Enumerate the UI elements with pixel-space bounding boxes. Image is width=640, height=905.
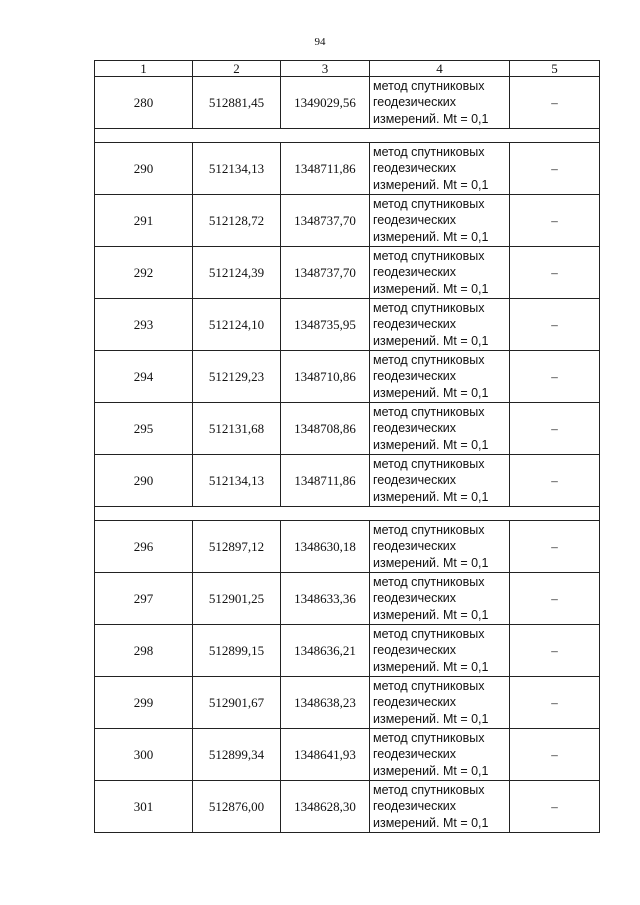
method-description-cell: метод спутниковых геодезических измерений. Mt = 0,1 <box>370 781 510 833</box>
separator-cell <box>95 129 600 143</box>
note-cell: – <box>510 455 600 507</box>
header-col-4: 4 <box>370 61 510 77</box>
note-cell: – <box>510 351 600 403</box>
table-row <box>95 625 600 677</box>
note-cell: – <box>510 77 600 129</box>
coord-y-cell: 1348735,95 <box>281 299 370 351</box>
note-cell: – <box>510 625 600 677</box>
coord-y-cell: 1348633,36 <box>281 573 370 625</box>
coord-y-cell: 1348630,18 <box>281 521 370 573</box>
coord-y-cell: 1348711,86 <box>281 143 370 195</box>
header-col-1: 1 <box>95 61 193 77</box>
coord-x-cell: 512881,45 <box>193 77 281 129</box>
note-cell: – <box>510 299 600 351</box>
point-number-cell: 297 <box>95 573 193 625</box>
table-row <box>95 247 600 299</box>
coord-x-cell: 512124,39 <box>193 247 281 299</box>
point-number-cell: 299 <box>95 677 193 729</box>
method-description-cell: метод спутниковых геодезических измерений. Mt = 0,1 <box>370 455 510 507</box>
table-row <box>95 195 600 247</box>
coord-y-cell: 1348628,30 <box>281 781 370 833</box>
point-number-cell: 280 <box>95 77 193 129</box>
table-row <box>95 677 600 729</box>
method-description-cell: метод спутниковых геодезических измерений. Mt = 0,1 <box>370 403 510 455</box>
method-description-cell: метод спутниковых геодезических измерений. Mt = 0,1 <box>370 677 510 729</box>
header-row <box>95 61 600 77</box>
method-description-cell: метод спутниковых геодезических измерений. Mt = 0,1 <box>370 77 510 129</box>
method-description-cell: метод спутниковых геодезических измерений. Mt = 0,1 <box>370 299 510 351</box>
point-number-cell: 290 <box>95 143 193 195</box>
coord-x-cell: 512899,34 <box>193 729 281 781</box>
coord-y-cell: 1348737,70 <box>281 247 370 299</box>
coord-x-cell: 512134,13 <box>193 455 281 507</box>
method-description-cell: метод спутниковых геодезических измерений. Mt = 0,1 <box>370 521 510 573</box>
note-cell: – <box>510 573 600 625</box>
note-cell: – <box>510 143 600 195</box>
coord-x-cell: 512124,10 <box>193 299 281 351</box>
page-number: 94 <box>314 36 326 48</box>
point-number-cell: 295 <box>95 403 193 455</box>
coord-y-cell: 1348710,86 <box>281 351 370 403</box>
coord-y-cell: 1348708,86 <box>281 403 370 455</box>
coord-x-cell: 512131,68 <box>193 403 281 455</box>
coord-y-cell: 1348737,70 <box>281 195 370 247</box>
method-description-cell: метод спутниковых геодезических измерений. Mt = 0,1 <box>370 143 510 195</box>
method-description-cell: метод спутниковых геодезических измерений. Mt = 0,1 <box>370 573 510 625</box>
block-separator-row <box>95 129 600 143</box>
note-cell: – <box>510 729 600 781</box>
coord-x-cell: 512134,13 <box>193 143 281 195</box>
table-row <box>95 521 600 573</box>
coord-y-cell: 1348638,23 <box>281 677 370 729</box>
note-cell: – <box>510 521 600 573</box>
header-col-2: 2 <box>193 61 281 77</box>
point-number-cell: 300 <box>95 729 193 781</box>
coord-y-cell: 1348641,93 <box>281 729 370 781</box>
point-number-cell: 293 <box>95 299 193 351</box>
coord-y-cell: 1348636,21 <box>281 625 370 677</box>
method-description-cell: метод спутниковых геодезических измерений. Mt = 0,1 <box>370 195 510 247</box>
coord-x-cell: 512876,00 <box>193 781 281 833</box>
method-description-cell: метод спутниковых геодезических измерений. Mt = 0,1 <box>370 247 510 299</box>
table-row <box>95 403 600 455</box>
coord-x-cell: 512901,25 <box>193 573 281 625</box>
table-row <box>95 77 600 129</box>
method-description-cell: метод спутниковых геодезических измерений. Mt = 0,1 <box>370 729 510 781</box>
point-number-cell: 294 <box>95 351 193 403</box>
note-cell: – <box>510 403 600 455</box>
block-separator-row <box>95 507 600 521</box>
table-row <box>95 781 600 833</box>
note-cell: – <box>510 247 600 299</box>
note-cell: – <box>510 781 600 833</box>
coord-x-cell: 512128,72 <box>193 195 281 247</box>
table-body <box>95 77 600 833</box>
coord-y-cell: 1348711,86 <box>281 455 370 507</box>
method-description-cell: метод спутниковых геодезических измерений. Mt = 0,1 <box>370 625 510 677</box>
coord-y-cell: 1349029,56 <box>281 77 370 129</box>
coord-x-cell: 512901,67 <box>193 677 281 729</box>
point-number-cell: 291 <box>95 195 193 247</box>
note-cell: – <box>510 195 600 247</box>
table-row <box>95 455 600 507</box>
point-number-cell: 298 <box>95 625 193 677</box>
table-row <box>95 573 600 625</box>
table-row <box>95 143 600 195</box>
coord-x-cell: 512899,15 <box>193 625 281 677</box>
table-row <box>95 729 600 781</box>
point-number-cell: 290 <box>95 455 193 507</box>
coordinates-table <box>94 60 600 833</box>
point-number-cell: 301 <box>95 781 193 833</box>
table-row <box>95 299 600 351</box>
header-col-3: 3 <box>281 61 370 77</box>
point-number-cell: 292 <box>95 247 193 299</box>
separator-cell <box>95 507 600 521</box>
table-row <box>95 351 600 403</box>
point-number-cell: 296 <box>95 521 193 573</box>
coord-x-cell: 512897,12 <box>193 521 281 573</box>
method-description-cell: метод спутниковых геодезических измерений. Mt = 0,1 <box>370 351 510 403</box>
coord-x-cell: 512129,23 <box>193 351 281 403</box>
note-cell: – <box>510 677 600 729</box>
header-col-5: 5 <box>510 61 600 77</box>
